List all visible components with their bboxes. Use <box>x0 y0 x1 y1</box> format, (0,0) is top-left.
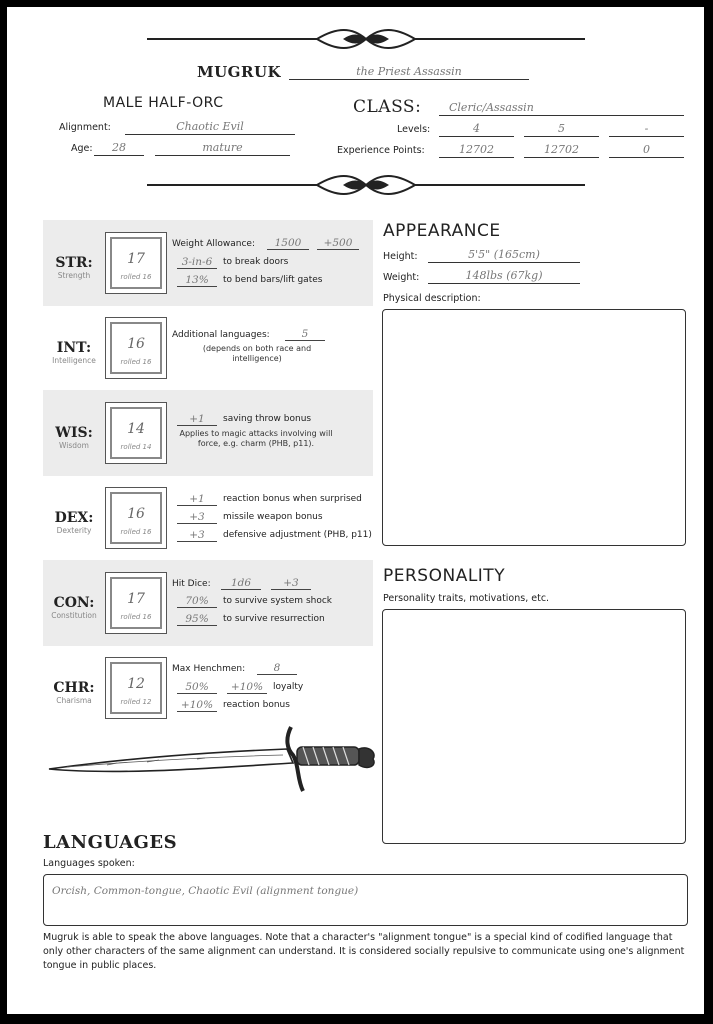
dex-name: Dexterity <box>56 526 92 535</box>
weight-label: Weight: <box>383 272 420 283</box>
personality-heading: PERSONALITY <box>383 566 506 586</box>
divider-ornament <box>147 171 585 199</box>
top-ornament <box>147 25 585 53</box>
str-score-box[interactable] <box>105 232 167 294</box>
character-name: MUGRUK <box>197 63 282 81</box>
height-label: Height: <box>383 251 418 262</box>
chr-value: 12 <box>127 676 145 692</box>
wis-abbr: WIS: <box>55 425 93 441</box>
str-abbr: STR: <box>55 255 93 271</box>
levels-label: Levels: <box>397 124 431 135</box>
hit-dice-bonus-field[interactable]: +3 <box>271 577 311 590</box>
missile-bonus-field[interactable]: +3 <box>177 511 217 524</box>
bend-bars-field[interactable]: 13% <box>177 274 217 287</box>
wis-rolled: rolled 14 <box>120 443 152 451</box>
reaction-surprise-field[interactable]: +1 <box>177 493 217 506</box>
languages-note: Mugruk is able to speak the above languages. Note that a character's "alignment tongue" is a special kind of codified language that only other characters of the same alignment can understand. It is considered socially repulsive to communicate using one's alignment tongue in public places. <box>43 932 685 971</box>
personality-box[interactable] <box>382 609 686 844</box>
str-rolled: rolled 16 <box>120 273 152 281</box>
weight-allowance-label: Weight Allowance: <box>172 239 255 249</box>
loyalty-label: loyalty <box>273 682 304 692</box>
languages-spoken-field[interactable]: Orcish, Common-tongue, Chaotic Evil (alignment tongue) <box>43 874 688 926</box>
languages-spoken-label: Languages spoken: <box>43 858 135 869</box>
wis-score-box[interactable] <box>105 402 167 464</box>
con-score-box[interactable] <box>105 572 167 634</box>
dex-score-box[interactable] <box>105 487 167 549</box>
class-field[interactable]: Cleric/Assassin <box>439 101 684 116</box>
con-name: Constitution <box>51 611 97 620</box>
resurrection-field[interactable]: 95% <box>177 613 217 626</box>
xp-1-field[interactable]: 12702 <box>439 143 514 158</box>
con-rolled: rolled 16 <box>120 613 152 621</box>
int-score-box[interactable] <box>105 317 167 379</box>
dex-value: 16 <box>127 506 145 522</box>
int-abbr: INT: <box>56 340 92 356</box>
reaction-bonus-label: reaction bonus <box>223 700 290 710</box>
wis-value: 14 <box>127 421 145 437</box>
alignment-field[interactable]: Chaotic Evil <box>125 120 295 135</box>
weight-allowance-field[interactable]: 1500 <box>267 237 309 250</box>
level-2-field[interactable]: 5 <box>524 122 599 137</box>
appearance-heading: APPEARANCE <box>383 221 501 241</box>
reaction-surprise-label: reaction bonus when surprised <box>223 494 362 504</box>
xp-label: Experience Points: <box>337 145 425 156</box>
defensive-adjustment-field[interactable]: +3 <box>177 529 217 542</box>
missile-bonus-label: missile weapon bonus <box>223 512 323 522</box>
chr-score-box[interactable] <box>105 657 167 719</box>
str-name: Strength <box>57 271 91 280</box>
dagger-illustration <box>47 719 377 797</box>
chr-abbr: CHR: <box>53 680 95 696</box>
resurrection-label: to survive resurrection <box>223 614 325 624</box>
break-doors-label: to break doors <box>223 257 289 267</box>
con-abbr: CON: <box>53 595 95 611</box>
dex-abbr: DEX: <box>54 510 94 526</box>
defensive-adjustment-label: defensive adjustment (PHB, p11) <box>223 530 372 540</box>
chr-rolled: rolled 12 <box>120 698 152 706</box>
loyalty-bonus-field[interactable]: +10% <box>227 681 267 694</box>
height-field[interactable]: 5'5" (165cm) <box>428 248 580 263</box>
loyalty-field[interactable]: 50% <box>177 681 217 694</box>
saving-throw-note: Applies to magic attacks involving will force, e.g. charm (PHB, p11). <box>179 429 333 448</box>
wis-name: Wisdom <box>59 441 89 450</box>
saving-throw-field[interactable]: +1 <box>177 413 217 426</box>
personality-description-label: Personality traits, motivations, etc. <box>383 593 550 604</box>
class-label: CLASS: <box>353 97 422 117</box>
level-1-field[interactable]: 4 <box>439 122 514 137</box>
additional-languages-field[interactable]: 5 <box>285 328 325 341</box>
reaction-bonus-field[interactable]: +10% <box>177 699 217 712</box>
physical-description-box[interactable] <box>382 309 686 546</box>
int-name: Intelligence <box>52 356 96 365</box>
bend-bars-label: to bend bars/lift gates <box>223 275 323 285</box>
languages-note: (depends on both race and intelligence) <box>202 344 312 363</box>
xp-3-field[interactable]: 0 <box>609 143 684 158</box>
age-field[interactable]: 28 <box>94 141 144 156</box>
title-field[interactable]: the Priest Assassin <box>289 65 529 80</box>
max-henchmen-field[interactable]: 8 <box>257 662 297 675</box>
character-sheet <box>7 7 704 1014</box>
con-value: 17 <box>127 591 145 607</box>
system-shock-field[interactable]: 70% <box>177 595 217 608</box>
break-doors-field[interactable]: 3-in-6 <box>177 256 217 269</box>
saving-throw-label: saving throw bonus <box>223 414 312 424</box>
weight-field[interactable]: 148lbs (67kg) <box>428 269 580 284</box>
level-3-field[interactable]: - <box>609 122 684 137</box>
int-rolled: rolled 16 <box>120 358 152 366</box>
xp-2-field[interactable]: 12702 <box>524 143 599 158</box>
age-desc-field[interactable]: mature <box>155 141 290 156</box>
system-shock-label: to survive system shock <box>223 596 332 606</box>
chr-name: Charisma <box>56 696 92 705</box>
age-label: Age: <box>71 143 93 154</box>
int-value: 16 <box>127 336 145 352</box>
languages-heading: LANGUAGES <box>43 832 178 853</box>
dex-rolled: rolled 16 <box>120 528 152 536</box>
hit-dice-label: Hit Dice: <box>172 579 211 589</box>
hit-dice-field[interactable]: 1d6 <box>221 577 261 590</box>
alignment-label: Alignment: <box>59 122 111 133</box>
race-label: MALE HALF-ORC <box>103 95 224 111</box>
str-value: 17 <box>127 251 145 267</box>
additional-languages-label: Additional languages: <box>172 330 270 340</box>
max-henchmen-label: Max Henchmen: <box>172 664 246 674</box>
weight-bonus-field[interactable]: +500 <box>317 237 359 250</box>
physical-description-label: Physical description: <box>383 293 481 304</box>
